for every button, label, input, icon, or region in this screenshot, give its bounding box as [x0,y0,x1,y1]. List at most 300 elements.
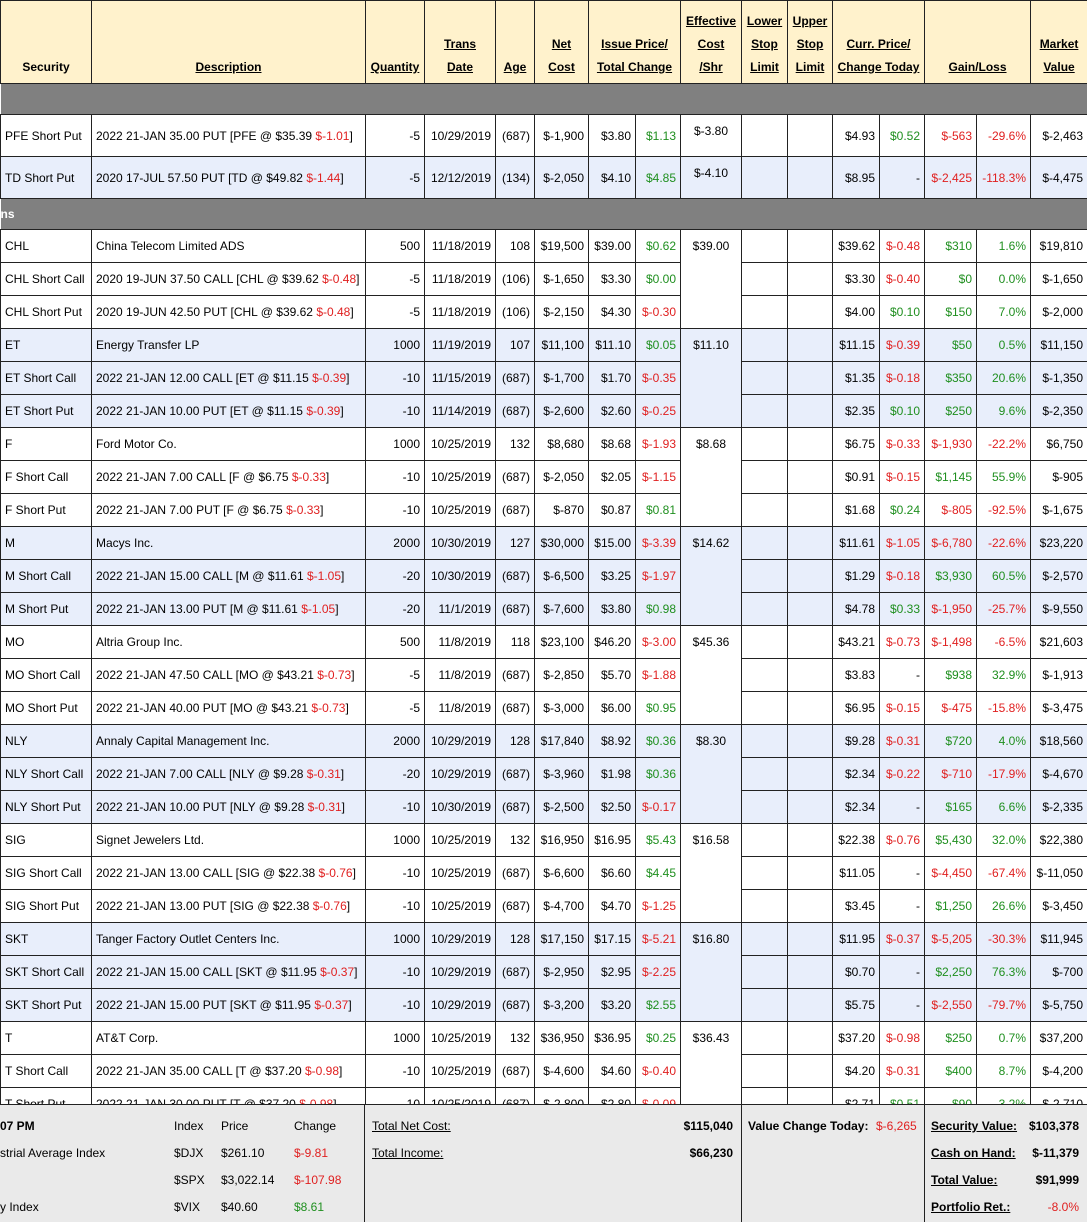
curr-price-cell: $6.95 [833,692,880,725]
description-text: 2022 21-JAN 10.00 PUT [ET @ $11.15 [96,404,306,418]
table-row[interactable] [1,725,1087,758]
change-today-cell: $-0.22 [880,758,925,791]
issue-price-cell: $4.10 [589,157,636,199]
gain-loss-cell: $-1,930 [925,428,977,461]
table-row[interactable] [1,692,1087,725]
index-symbol: $VIX [174,1200,200,1214]
net-cost-cell: $-6,500 [535,560,589,593]
total-change-cell: $4.45 [636,857,681,890]
quantity-cell: -10 [366,395,425,428]
description-bracket: ] [340,171,343,185]
age-cell: (687) [496,956,535,989]
header-market-value[interactable]: Market Value [1031,1,1087,84]
lower-stop-cell[interactable] [742,115,788,157]
description-bracket: ] [349,129,352,143]
trans-date-cell: 12/12/2019 [425,157,496,199]
lower-stop-cell[interactable] [742,725,788,758]
upper-stop-cell[interactable] [788,593,833,626]
security-cell: F Short Call [1,461,92,494]
table-row[interactable] [1,428,1087,461]
quantity-cell: -5 [366,157,425,199]
curr-price-cell: $4.00 [833,296,880,329]
lower-stop-cell[interactable] [742,560,788,593]
change-today-cell: $-0.18 [880,362,925,395]
index-price: $3,022.14 [221,1173,274,1187]
description-text: 2022 21-JAN 7.00 CALL [NLY @ $9.28 [96,767,307,781]
description-cell [92,824,366,857]
change-today-cell: $-0.73 [880,626,925,659]
gain-loss-pct-cell: -15.8% [977,692,1031,725]
curr-price-cell: $11.95 [833,923,880,956]
table-row[interactable] [1,1022,1087,1055]
description-cell [92,527,366,560]
description-text: 2022 21-JAN 13.00 CALL [SIG @ $22.38 [96,866,319,880]
upper-stop-cell[interactable] [788,659,833,692]
lower-stop-cell[interactable] [742,758,788,791]
header-gain-loss[interactable]: Gain/Loss [925,1,1031,84]
security-value: $103,378 [1029,1119,1079,1133]
gain-loss-cell: $-710 [925,758,977,791]
quantity-cell: -20 [366,560,425,593]
gain-loss-cell: $-6,780 [925,527,977,560]
change-today-cell: $-1.05 [880,527,925,560]
quantity-cell: 2000 [366,725,425,758]
description-change: $-0.48 [322,272,356,286]
total-change-cell: $-3.39 [636,527,681,560]
gain-loss-pct-cell: 0.7% [977,1022,1031,1055]
upper-stop-cell[interactable] [788,989,833,1022]
security-cell: MO Short Put [1,692,92,725]
table-row[interactable] [1,362,1087,395]
trans-date-cell: 10/29/2019 [425,758,496,791]
issue-price-cell: $36.95 [589,1022,636,1055]
gain-loss-cell: $-2,425 [925,157,977,199]
upper-stop-cell[interactable] [788,395,833,428]
table-row[interactable] [1,263,1087,296]
issue-price-cell: $2.05 [589,461,636,494]
lower-stop-cell[interactable] [742,362,788,395]
change-today-cell: $-0.18 [880,560,925,593]
security-cell: M Short Call [1,560,92,593]
table-row[interactable] [1,626,1087,659]
quantity-cell: 1000 [366,824,425,857]
description-cell [92,725,366,758]
portfolio-return-value: -8.0% [1048,1200,1079,1214]
index-change: $8.61 [294,1200,324,1214]
total-income-label[interactable]: Total Income: [372,1146,443,1160]
upper-stop-cell[interactable] [788,494,833,527]
description-cell [92,1055,366,1088]
curr-price-cell: $0.70 [833,956,880,989]
description-change: $-0.33 [286,503,320,517]
change-today-cell: $-0.39 [880,329,925,362]
net-cost-cell: $17,840 [535,725,589,758]
index-header-price: Price [221,1119,248,1133]
curr-price-cell: $22.38 [833,824,880,857]
header-security: Security [1,1,92,84]
net-cost-cell: $-2,950 [535,956,589,989]
age-cell: (687) [496,593,535,626]
description-cell [92,362,366,395]
upper-stop-cell[interactable] [788,791,833,824]
age-cell: (687) [496,791,535,824]
description-bracket: ] [351,668,354,682]
gain-loss-cell: $165 [925,791,977,824]
upper-stop-cell[interactable] [788,428,833,461]
index-name: strial Average Index [0,1146,105,1160]
age-cell: 128 [496,725,535,758]
description-text: 2022 21-JAN 13.00 PUT [SIG @ $22.38 [96,899,313,913]
total-change-cell: $-3.00 [636,626,681,659]
issue-price-cell: $4.60 [589,1055,636,1088]
gain-loss-pct-cell: -22.6% [977,527,1031,560]
total-change-cell: $-1.97 [636,560,681,593]
upper-stop-cell[interactable] [788,725,833,758]
gain-loss-pct-cell: 76.3% [977,956,1031,989]
lower-stop-cell[interactable] [742,791,788,824]
gain-loss-pct-cell: 9.6% [977,395,1031,428]
upper-stop-cell[interactable] [788,263,833,296]
change-today-cell: $-0.15 [880,461,925,494]
security-value-label[interactable]: Security Value: [931,1119,1017,1133]
market-value-cell: $11,945 [1031,923,1087,956]
description-text: Annaly Capital Management Inc. [96,734,269,748]
description-text: Macys Inc. [96,536,153,550]
footer-divider [364,1105,365,1222]
description-cell [92,626,366,659]
trans-date-cell: 11/8/2019 [425,626,496,659]
description-bracket: ] [354,965,357,979]
description-change: $-1.05 [307,569,341,583]
curr-price-cell: $3.45 [833,890,880,923]
quantity-cell: -10 [366,362,425,395]
description-cell [92,115,366,157]
upper-stop-cell[interactable] [788,560,833,593]
table-row[interactable] [1,329,1087,362]
gain-loss-cell: $350 [925,362,977,395]
gain-loss-cell: $-4,450 [925,857,977,890]
issue-price-cell: $39.00 [589,230,636,263]
change-today-cell: - [880,857,925,890]
upper-stop-cell[interactable] [788,296,833,329]
change-today-cell: - [880,989,925,1022]
upper-stop-cell[interactable] [788,824,833,857]
upper-stop-cell[interactable] [788,157,833,199]
market-value-cell: $-2,000 [1031,296,1087,329]
description-bracket: ] [320,503,323,517]
table-row[interactable] [1,157,1087,199]
quantity-cell: -10 [366,494,425,527]
age-cell: 132 [496,1022,535,1055]
effective-cost-cell: $-4.10 [681,157,742,199]
total-change-cell: $-0.30 [636,296,681,329]
trans-date-cell: 11/18/2019 [425,230,496,263]
curr-price-cell: $6.75 [833,428,880,461]
upper-stop-cell[interactable] [788,1055,833,1088]
lower-stop-cell[interactable] [742,230,788,263]
net-cost-cell: $-3,960 [535,758,589,791]
trans-date-cell: 10/29/2019 [425,725,496,758]
description-cell [92,157,366,199]
upper-stop-cell[interactable] [788,527,833,560]
issue-price-cell: $0.87 [589,494,636,527]
gain-loss-cell: $3,930 [925,560,977,593]
quantity-cell: -10 [366,791,425,824]
description-cell [92,428,366,461]
issue-price-cell: $11.10 [589,329,636,362]
gain-loss-pct-cell: -17.9% [977,758,1031,791]
header-upper-stop[interactable]: Upper Stop Limit [788,1,833,84]
lower-stop-cell[interactable] [742,296,788,329]
description-text: 2022 21-JAN 35.00 PUT [PFE @ $35.39 [96,129,315,143]
net-cost-cell: $11,100 [535,329,589,362]
gain-loss-pct-cell: -6.5% [977,626,1031,659]
upper-stop-cell[interactable] [788,692,833,725]
description-cell [92,560,366,593]
net-cost-cell: $16,950 [535,824,589,857]
upper-stop-cell[interactable] [788,890,833,923]
table-row[interactable] [1,989,1087,1022]
total-change-cell: $0.95 [636,692,681,725]
curr-price-cell: $2.34 [833,758,880,791]
change-today-cell: $0.52 [880,115,925,157]
lower-stop-cell[interactable] [742,1055,788,1088]
description-text: 2022 21-JAN 15.00 CALL [M @ $11.61 [96,569,307,583]
trans-date-cell: 10/25/2019 [425,824,496,857]
quantity-cell: -5 [366,263,425,296]
lower-stop-cell[interactable] [742,157,788,199]
header-description[interactable]: Description [92,1,366,84]
issue-price-cell: $3.20 [589,989,636,1022]
footer-divider [741,1105,742,1222]
age-cell: (687) [496,1055,535,1088]
quantity-cell: 1000 [366,428,425,461]
table-row[interactable] [1,956,1087,989]
lower-stop-cell[interactable] [742,923,788,956]
trans-date-cell: 11/15/2019 [425,362,496,395]
table-row[interactable] [1,115,1087,157]
table-row[interactable] [1,230,1087,263]
description-text: Ford Motor Co. [96,437,177,451]
header-quantity[interactable]: Quantity [366,1,425,84]
upper-stop-cell[interactable] [788,461,833,494]
age-cell: (687) [496,989,535,1022]
change-today-cell: - [880,956,925,989]
gain-loss-cell: $310 [925,230,977,263]
trans-date-cell: 10/30/2019 [425,791,496,824]
header-effective-cost[interactable]: Effective Cost /Shr [681,1,742,84]
trans-date-cell: 11/18/2019 [425,296,496,329]
gain-loss-pct-cell: -29.6% [977,115,1031,157]
net-cost-cell: $-2,850 [535,659,589,692]
total-value-label[interactable]: Total Value: [931,1173,997,1187]
description-change: $-0.31 [308,800,342,814]
age-cell: (687) [496,857,535,890]
curr-price-cell: $11.05 [833,857,880,890]
table-row[interactable] [1,1055,1087,1088]
table-row[interactable] [1,791,1087,824]
table-row[interactable] [1,659,1087,692]
change-today-cell: $-0.48 [880,230,925,263]
table-row[interactable] [1,923,1087,956]
trans-date-cell: 10/25/2019 [425,1022,496,1055]
gain-loss-pct-cell: 20.6% [977,362,1031,395]
table-row[interactable] [1,527,1087,560]
age-cell: (687) [496,115,535,157]
upper-stop-cell[interactable] [788,1022,833,1055]
description-cell [92,296,366,329]
table-row[interactable] [1,890,1087,923]
lower-stop-cell[interactable] [742,494,788,527]
curr-price-cell: $4.20 [833,1055,880,1088]
market-value-cell: $-2,463 [1031,115,1087,157]
gain-loss-pct-cell: -118.3% [977,157,1031,199]
lower-stop-cell[interactable] [742,956,788,989]
upper-stop-cell[interactable] [788,329,833,362]
trans-date-cell: 10/29/2019 [425,989,496,1022]
net-cost-cell: $23,100 [535,626,589,659]
lower-stop-cell[interactable] [742,263,788,296]
index-symbol: $SPX [174,1173,205,1187]
lower-stop-cell[interactable] [742,428,788,461]
cash-on-hand-label[interactable]: Cash on Hand: [931,1146,1016,1160]
market-value-cell: $21,603 [1031,626,1087,659]
effective-cost-cell: $8.30 [681,725,742,824]
lower-stop-cell[interactable] [742,824,788,857]
curr-price-cell: $1.35 [833,362,880,395]
lower-stop-cell[interactable] [742,989,788,1022]
upper-stop-cell[interactable] [788,758,833,791]
change-today-cell: $-0.31 [880,1055,925,1088]
header-lower-stop[interactable]: Lower Stop Limit [742,1,788,84]
table-row[interactable] [1,296,1087,329]
table-row[interactable] [1,461,1087,494]
lower-stop-cell[interactable] [742,857,788,890]
gain-loss-cell: $720 [925,725,977,758]
upper-stop-cell[interactable] [788,362,833,395]
security-cell: NLY [1,725,92,758]
gain-loss-cell: $1,145 [925,461,977,494]
description-text: 2022 21-JAN 15.00 CALL [SKT @ $11.95 [96,965,320,979]
gain-loss-pct-cell: 32.0% [977,824,1031,857]
total-net-cost-label[interactable]: Total Net Cost: [372,1119,451,1133]
trans-date-cell: 10/25/2019 [425,494,496,527]
lower-stop-cell[interactable] [742,626,788,659]
age-cell: (106) [496,296,535,329]
quantity-cell: 2000 [366,527,425,560]
net-cost-cell: $-4,600 [535,1055,589,1088]
net-cost-cell: $-1,900 [535,115,589,157]
net-cost-cell: $-2,150 [535,296,589,329]
lower-stop-cell[interactable] [742,692,788,725]
market-value-cell: $-2,570 [1031,560,1087,593]
issue-price-cell: $2.95 [589,956,636,989]
security-cell: F Short Put [1,494,92,527]
security-cell: SIG Short Call [1,857,92,890]
header-issue-price[interactable]: Issue Price/ Total Change [589,1,681,84]
table-row[interactable] [1,494,1087,527]
issue-price-cell: $46.20 [589,626,636,659]
lower-stop-cell[interactable] [742,1022,788,1055]
net-cost-cell: $-870 [535,494,589,527]
upper-stop-cell[interactable] [788,956,833,989]
net-cost-cell: $-6,600 [535,857,589,890]
header-age[interactable]: Age [496,1,535,84]
market-value-cell: $-4,200 [1031,1055,1087,1088]
gain-loss-pct-cell: -25.7% [977,593,1031,626]
header-trans-date[interactable]: Trans Date [425,1,496,84]
table-row[interactable] [1,824,1087,857]
net-cost-cell: $-1,700 [535,362,589,395]
description-bracket: ] [348,998,351,1012]
lower-stop-cell[interactable] [742,527,788,560]
gain-loss-pct-cell: 26.6% [977,890,1031,923]
change-today-cell: $-0.33 [880,428,925,461]
upper-stop-cell[interactable] [788,923,833,956]
quantity-cell: -5 [366,659,425,692]
table-row[interactable] [1,560,1087,593]
effective-cost-cell: $8.68 [681,428,742,527]
issue-price-cell: $3.30 [589,263,636,296]
age-cell: (106) [496,263,535,296]
upper-stop-cell[interactable] [788,230,833,263]
change-today-cell: $-0.15 [880,692,925,725]
description-cell [92,659,366,692]
portfolio-return-label[interactable]: Portfolio Ret.: [931,1200,1010,1214]
curr-price-cell: $2.34 [833,791,880,824]
issue-price-cell: $4.70 [589,890,636,923]
lower-stop-cell[interactable] [742,593,788,626]
description-change: $-1.01 [315,129,349,143]
table-row[interactable] [1,758,1087,791]
trans-date-cell: 11/14/2019 [425,395,496,428]
change-today-cell: - [880,890,925,923]
age-cell: (687) [496,395,535,428]
lower-stop-cell[interactable] [742,395,788,428]
trans-date-cell: 11/8/2019 [425,659,496,692]
curr-price-cell: $9.28 [833,725,880,758]
header-net-cost[interactable]: Net Cost [535,1,589,84]
upper-stop-cell[interactable] [788,115,833,157]
quantity-cell: -10 [366,857,425,890]
table-row[interactable] [1,395,1087,428]
lower-stop-cell[interactable] [742,890,788,923]
table-row[interactable] [1,857,1087,890]
market-value-cell: $-1,675 [1031,494,1087,527]
security-cell: NLY Short Put [1,791,92,824]
lower-stop-cell[interactable] [742,329,788,362]
header-curr-price[interactable]: Curr. Price/ Change Today [833,1,925,84]
quantity-cell: -10 [366,956,425,989]
trans-date-cell: 10/29/2019 [425,956,496,989]
change-today-cell: $-0.98 [880,1022,925,1055]
security-cell: SKT [1,923,92,956]
security-cell: CHL Short Put [1,296,92,329]
table-row[interactable] [1,593,1087,626]
total-change-cell: $0.81 [636,494,681,527]
description-text: 2022 21-JAN 15.00 PUT [SKT @ $11.95 [96,998,314,1012]
footer-divider [924,1105,925,1222]
upper-stop-cell[interactable] [788,626,833,659]
upper-stop-cell[interactable] [788,857,833,890]
description-cell [92,989,366,1022]
curr-price-cell: $3.30 [833,263,880,296]
total-change-cell: $-0.35 [636,362,681,395]
lower-stop-cell[interactable] [742,461,788,494]
value-change-value: $-6,265 [876,1119,917,1133]
lower-stop-cell[interactable] [742,659,788,692]
total-change-cell: $4.85 [636,157,681,199]
